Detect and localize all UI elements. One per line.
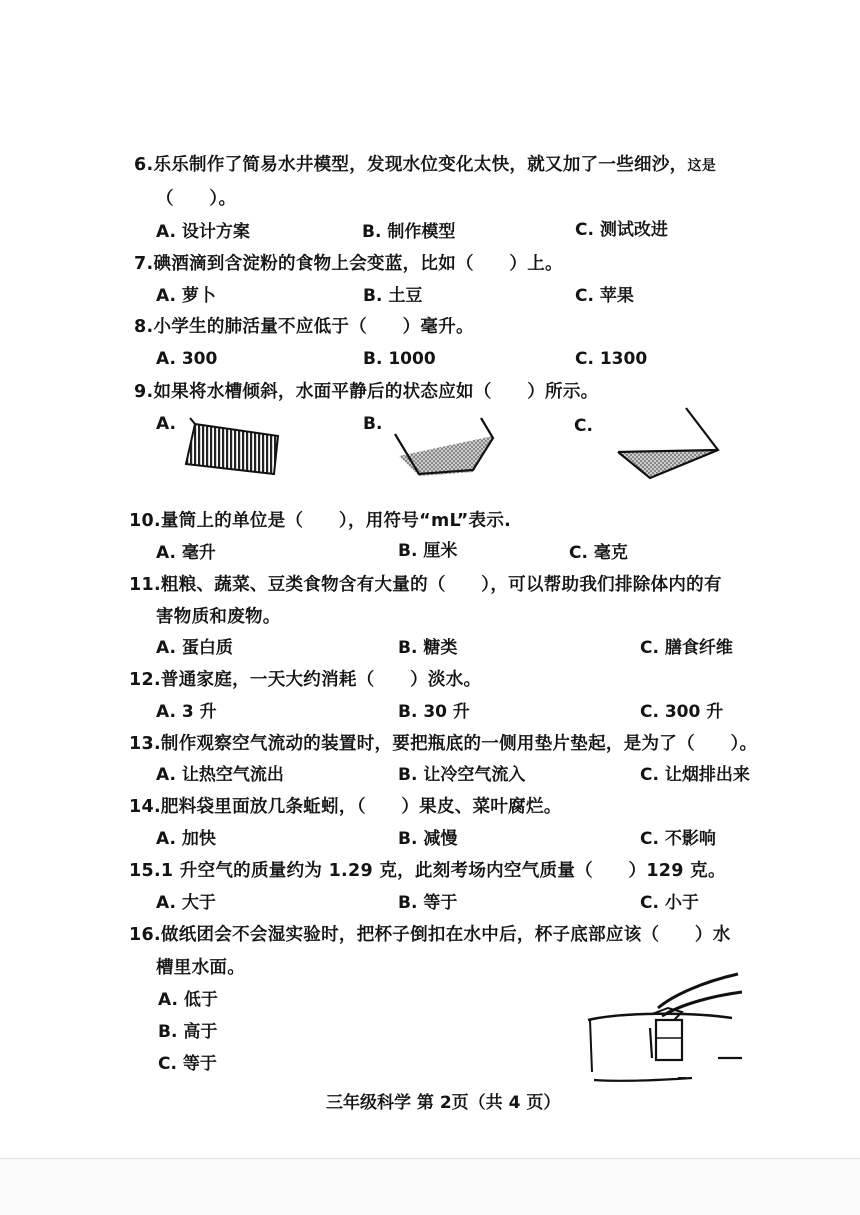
- question-number: 15.: [129, 861, 161, 881]
- question-11-line2: 害物质和废物。: [156, 607, 281, 627]
- question-text: 1 升空气的质量约为 1.29 克，此刻考场内空气质量（ ）129 克。: [160, 861, 726, 881]
- tank-figure-c: [614, 404, 724, 480]
- question-16: [129, 924, 731, 946]
- question-number: 11.: [129, 575, 161, 595]
- q9-option-c: C.: [574, 416, 593, 436]
- question-text: 如果将水槽倾斜，水面平静后的状态应如（ ）所示。: [153, 382, 599, 402]
- question-text: 碘酒滴到含淀粉的食物上会变蓝，比如（ ）上。: [153, 254, 563, 274]
- q13-option-c: C. 让烟排出来: [640, 765, 750, 785]
- page-footer: 三年级科学 第 2页（共 4 页）: [326, 1093, 561, 1113]
- question-9: [134, 381, 598, 403]
- q12-option-a: A. 3 升: [156, 702, 217, 722]
- q9-option-b: B.: [363, 414, 383, 434]
- question-7: [134, 253, 563, 275]
- question-number: 6.: [134, 155, 154, 175]
- question-15: [129, 860, 726, 882]
- q13-option-b: B. 让冷空气流入: [398, 765, 526, 785]
- q14-option-a: A. 加快: [156, 829, 216, 849]
- question-number: 8.: [134, 317, 154, 337]
- q10-option-a: A. 毫升: [156, 543, 216, 563]
- q14-option-b: B. 减慢: [398, 829, 458, 849]
- q13-option-a: A. 让热空气流出: [156, 765, 284, 785]
- q8-option-b: B. 1000: [363, 349, 436, 369]
- question-number: 12.: [129, 670, 161, 690]
- question-text: 量筒上的单位是（ ），用符号“mL”表示.: [160, 511, 512, 531]
- q16-option-b: B. 高于: [158, 1022, 218, 1042]
- q12-option-b: B. 30 升: [398, 702, 470, 722]
- question-16-line2: 槽里水面。: [156, 958, 245, 978]
- inverted-cup-sketch: [582, 968, 752, 1088]
- q9-option-a: A.: [156, 414, 176, 434]
- q15-option-a: A. 大于: [156, 893, 216, 913]
- viewer-background: [0, 1159, 860, 1215]
- q11-option-a: A. 蛋白质: [156, 638, 233, 658]
- question-text: 乐乐制作了简易水井模型，发现水位变化太快，就又加了一些细沙，: [153, 155, 688, 175]
- question-text-tail: 这是: [687, 158, 717, 174]
- question-number: 14.: [129, 797, 161, 817]
- q12-option-c: C. 300 升: [640, 702, 724, 722]
- question-10: [129, 510, 511, 532]
- question-number: 9.: [134, 382, 154, 402]
- question-6-line2: （ ）。: [156, 189, 237, 209]
- question-text: 普通家庭，一天大约消耗（ ）淡水。: [160, 670, 482, 690]
- q6-option-c: C. 测试改进: [575, 220, 668, 240]
- question-number: 10.: [129, 511, 161, 531]
- question-6: [134, 154, 716, 177]
- q16-option-c: C. 等于: [158, 1054, 217, 1074]
- question-text: 粗粮、蔬菜、豆类食物含有大量的（ ），可以帮助我们排除体内的有: [160, 575, 722, 595]
- question-text: 制作观察空气流动的装置时，要把瓶底的一侧用垫片垫起，是为了（ ）。: [160, 734, 758, 754]
- question-11: [129, 574, 722, 596]
- q10-option-c: C. 毫克: [569, 543, 628, 563]
- question-number: 16.: [129, 925, 161, 945]
- question-13: [129, 733, 757, 755]
- question-text: 小学生的肺活量不应低于（ ）毫升。: [153, 317, 474, 337]
- q8-option-a: A. 300: [156, 349, 218, 369]
- q6-option-a: A. 设计方案: [156, 222, 250, 242]
- q6-option-b: B. 制作模型: [362, 222, 456, 242]
- question-8: [134, 316, 474, 338]
- question-12: [129, 669, 481, 691]
- question-text: 做纸团会不会湿实验时，把杯子倒扣在水中后，杯子底部应该（ ）水: [160, 925, 731, 945]
- tank-figure-b: [393, 414, 497, 476]
- q16-option-a: A. 低于: [158, 990, 218, 1010]
- q11-option-c: C. 膳食纤维: [640, 638, 733, 658]
- q7-option-a: A. 萝卜: [156, 286, 216, 306]
- q15-option-b: B. 等于: [398, 893, 458, 913]
- q10-option-b: B. 厘米: [398, 541, 458, 561]
- tank-figure-a: [182, 416, 282, 478]
- q15-option-c: C. 小于: [640, 893, 699, 913]
- question-number: 7.: [134, 254, 154, 274]
- question-14: [129, 796, 562, 818]
- question-text: 肥料袋里面放几条蚯蚓，（ ）果皮、菜叶腐烂。: [160, 797, 562, 817]
- q7-option-b: B. 土豆: [363, 286, 423, 306]
- q14-option-c: C. 不影响: [640, 829, 716, 849]
- question-number: 13.: [129, 734, 161, 754]
- q8-option-c: C. 1300: [575, 349, 648, 369]
- q11-option-b: B. 糖类: [398, 638, 458, 658]
- q7-option-c: C. 苹果: [575, 286, 634, 306]
